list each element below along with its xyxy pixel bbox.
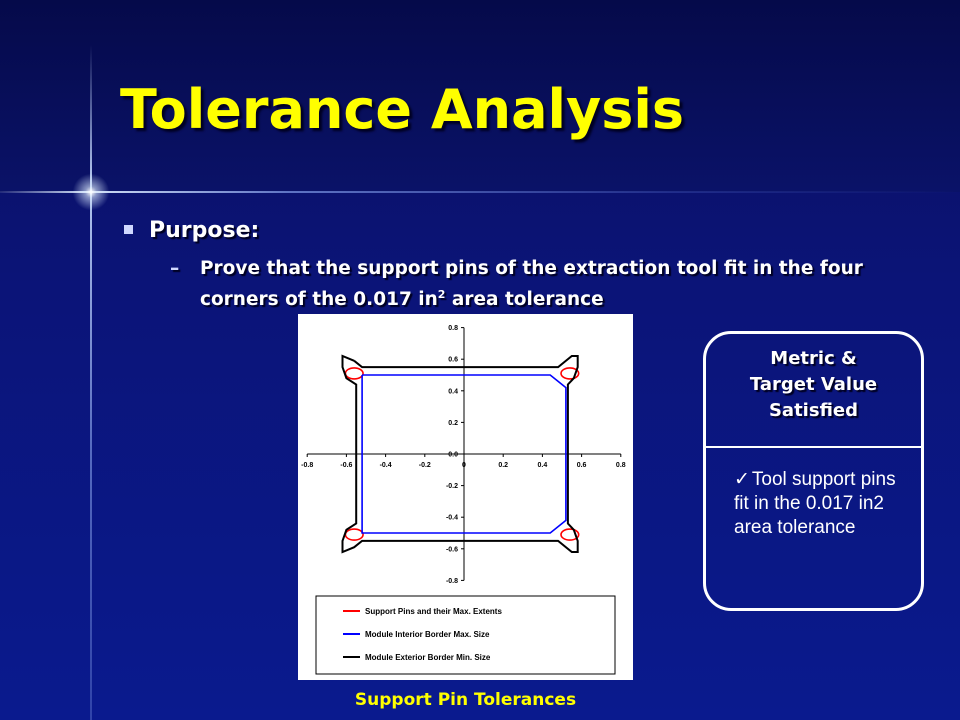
bullet-purpose — [124, 218, 259, 243]
x-tick-label: 0.2 — [498, 462, 509, 469]
x-tick-label: 0.8 — [615, 462, 626, 469]
legend-label: Module Interior Border Max. Size — [365, 630, 490, 639]
decorative-flare-icon — [71, 172, 111, 212]
metric-card-header-line: Metric & — [770, 348, 857, 369]
metric-card — [703, 331, 924, 611]
y-tick-label: -0.2 — [445, 483, 458, 491]
dash-bullet-icon: – — [170, 258, 180, 279]
sub-bullet-text — [200, 256, 870, 313]
x-tick-label: 0.6 — [576, 462, 587, 469]
x-tick-label: 0 — [462, 462, 466, 469]
metric-card-header-line: Target Value — [749, 374, 878, 395]
metric-card-body-text: Tool support pins fit in the 0.017 in2 area tolerance — [734, 469, 896, 538]
x-tick-label: -0.2 — [418, 462, 431, 469]
support-pin-ellipse — [345, 368, 363, 379]
y-tick-label: 0.8 — [448, 325, 458, 333]
metric-card-header-line: Satisfied — [768, 400, 859, 421]
x-tick-label: -0.8 — [301, 462, 314, 469]
figure-caption: Support Pin Tolerances — [354, 690, 577, 710]
y-tick-label: 0.4 — [448, 388, 458, 396]
sub-bullet — [170, 256, 870, 313]
y-tick-label: -0.4 — [445, 514, 458, 522]
checkmark-icon: ✓ — [734, 469, 750, 490]
y-tick-label: -0.6 — [445, 546, 458, 554]
y-tick-label: 0.6 — [448, 356, 458, 364]
decorative-vertical-line — [90, 45, 92, 720]
legend-label: Module Exterior Border Min. Size — [365, 653, 491, 662]
bullet-purpose-label: Purpose: — [149, 218, 260, 243]
slide-title: Tolerance Analysis — [120, 78, 685, 141]
tolerance-chart — [298, 314, 633, 680]
y-tick-label: -0.8 — [445, 577, 458, 585]
sub-bullet-superscript: 2 — [437, 288, 446, 301]
sub-bullet-text-post: area tolerance — [445, 289, 604, 311]
x-tick-label: -0.6 — [340, 462, 353, 469]
decorative-horizontal-line — [0, 191, 960, 193]
metric-card-header — [706, 334, 921, 448]
y-tick-label: 0.0 — [448, 451, 458, 459]
square-bullet-icon — [124, 225, 133, 234]
tolerance-figure — [298, 314, 633, 680]
legend-label: Support Pins and their Max. Extents — [365, 607, 502, 616]
support-pin-ellipse — [345, 529, 363, 540]
x-tick-label: 0.4 — [537, 462, 548, 469]
x-tick-label: -0.4 — [379, 462, 392, 469]
y-tick-label: 0.2 — [448, 419, 458, 427]
sub-bullet-text-pre: Prove that the support pins of the extraction tool fit in the four corners of the 0.017 in — [200, 258, 863, 311]
metric-card-body — [734, 468, 914, 540]
